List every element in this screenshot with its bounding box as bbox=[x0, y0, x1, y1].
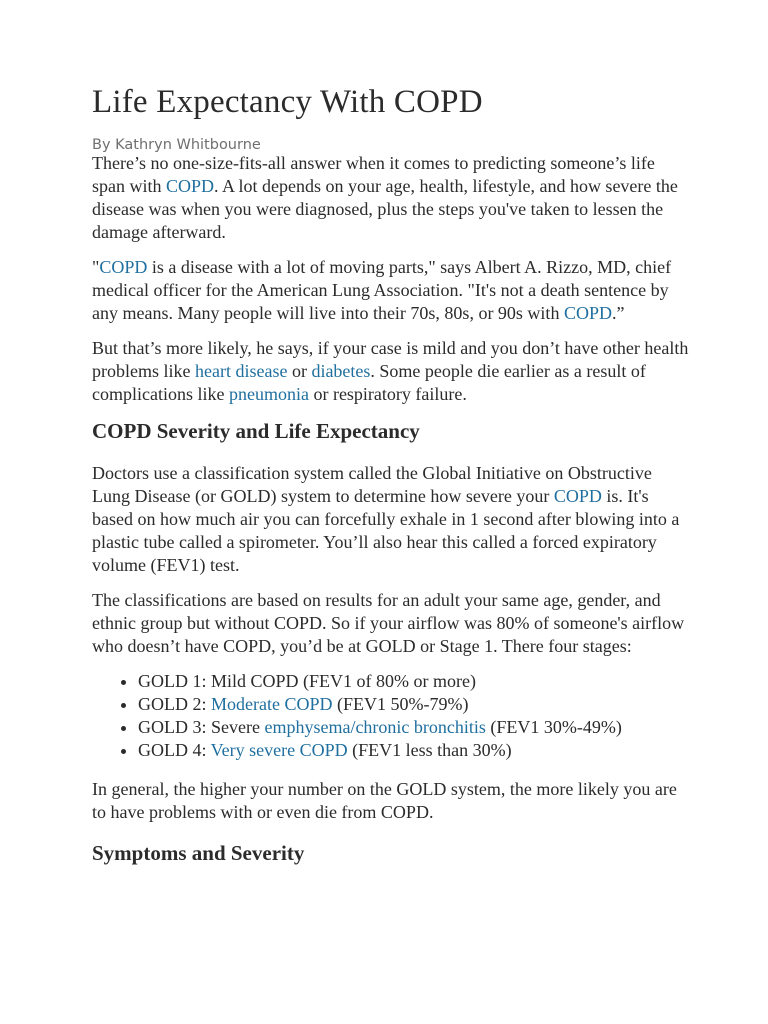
paragraph-gold-system: Doctors use a classification system called the Global Initiative on Obstructive Lung Disease (or GOLD) system to determine how severe your COPD is. It's based on how much air you can forcefully exhale in 1 second after blowing into a plastic tube called a spirometer. You’ll also hear this called a forced expiratory volume (FEV1) test. bbox=[92, 463, 680, 575]
paragraph-classifications: The classifications are based on results for an adult your same age, gender, and ethnic group but without COPD. So if your airflow was 80% of someone's airflow who doesn’t have COPD, you’d be at GOLD or Stage 1. There four stages: bbox=[92, 590, 685, 656]
very-severe-copd-link[interactable]: Very severe COPD bbox=[210, 740, 348, 760]
gold-stage-list bbox=[92, 670, 692, 762]
article-title: Life Expectancy With COPD bbox=[92, 84, 483, 120]
emphysema-link[interactable]: emphysema/chronic bronchitis bbox=[264, 717, 486, 737]
article-byline: By Kathryn Whitbourne bbox=[92, 137, 261, 153]
paragraph-quote: "COPD is a disease with a lot of moving parts," says Albert A. Rizzo, MD, chief medical officer for the American Lung Association. "It's not a death sentence by any means. Many people will live into their 70s, 80s, or 90s with COPD.” bbox=[92, 257, 672, 323]
pneumonia-link[interactable]: pneumonia bbox=[228, 384, 309, 404]
copd-link[interactable]: COPD bbox=[553, 486, 602, 506]
copd-link[interactable]: COPD bbox=[99, 257, 148, 277]
list-item: • GOLD 2: Moderate COPD (FEV1 50%-79%) bbox=[138, 693, 692, 716]
diabetes-link[interactable]: diabetes bbox=[311, 361, 371, 381]
copd-link[interactable]: COPD bbox=[563, 303, 612, 323]
paragraph-complications: But that’s more likely, he says, if your case is mild and you don’t have other health problems like heart disease or diabetes. Some people die earlier as a result of complications like pneumonia or respiratory failure. bbox=[92, 338, 689, 404]
paragraph-intro: There’s no one-size-fits-all answer when it comes to predicting someone’s life span with COPD. A lot depends on your age, health, lifestyle, and how severe the disease was when you were diagnosed, plus the steps you've taken to lessen the damage afterward. bbox=[92, 153, 678, 242]
list-item: • GOLD 3: Severe emphysema/chronic bronchitis (FEV1 30%-49%) bbox=[138, 716, 692, 739]
heart-disease-link[interactable]: heart disease bbox=[194, 361, 288, 381]
paragraph-gold-general: In general, the higher your number on the GOLD system, the more likely you are to have problems with or even die from COPD. bbox=[92, 779, 677, 822]
article-body bbox=[92, 152, 692, 884]
list-item: • GOLD 4: Very severe COPD (FEV1 less than 30%) bbox=[138, 739, 692, 762]
section-heading-severity: COPD Severity and Life Expectancy bbox=[92, 419, 420, 443]
section-heading-symptoms: Symptoms and Severity bbox=[92, 841, 305, 865]
copd-link[interactable]: COPD bbox=[166, 176, 215, 196]
list-item: • GOLD 1: Mild COPD (FEV1 of 80% or more) bbox=[138, 670, 692, 693]
moderate-copd-link[interactable]: Moderate COPD bbox=[211, 694, 333, 714]
